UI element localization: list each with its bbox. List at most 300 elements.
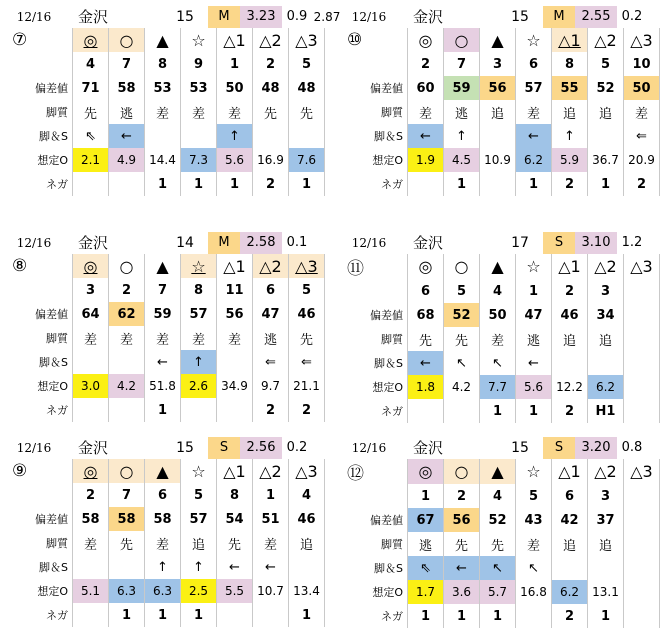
deviation-value-cell: 46 <box>289 302 325 326</box>
leg-speed-arrow-row <box>343 124 660 148</box>
deviation-value-row <box>343 508 660 532</box>
leg-speed-arrow-cell <box>624 556 660 580</box>
race-table <box>8 254 325 422</box>
row-label: 脚＆S <box>374 357 403 370</box>
negative-count-cell: 1 <box>289 172 325 196</box>
row-label: 脚質 <box>46 537 68 550</box>
deviation-value-cell: 59 <box>145 302 181 326</box>
horse-number-cell: 6 <box>516 52 552 76</box>
negative-count-cell: 1 <box>145 398 181 422</box>
negative-count-cell <box>217 603 253 627</box>
row-label: 脚質 <box>381 106 403 119</box>
deviation-value-cell: 37 <box>588 508 624 532</box>
running-style-cell: 差 <box>480 327 516 351</box>
running-style-cell: 追 <box>181 531 217 555</box>
row-label: ネガ <box>46 178 68 191</box>
expected-odds-cell: 20.9 <box>624 148 660 172</box>
leg-speed-arrow-cell <box>145 124 181 148</box>
row-label <box>8 483 73 507</box>
deviation-value-cell: 57 <box>181 507 217 531</box>
horse-number-cell: 5 <box>289 52 325 76</box>
running-style-cell: 逃 <box>109 100 145 124</box>
race-value: 15 <box>511 9 529 25</box>
deviation-value-row <box>8 507 325 531</box>
row-label: 脚＆S <box>39 561 68 574</box>
mark-cell: ○ <box>109 254 145 278</box>
running-style-cell: 先 <box>73 100 109 124</box>
negative-count-cell: 1 <box>145 172 181 196</box>
running-style-cell: 差 <box>516 532 552 556</box>
deviation-value-cell: 56 <box>217 302 253 326</box>
negative-count-cell <box>109 172 145 196</box>
expected-odds-cell <box>624 580 660 604</box>
diff-value: 0.8 <box>621 440 643 455</box>
leg-speed-arrow-cell: ↖ <box>516 556 552 580</box>
deviation-value-cell: 58 <box>109 507 145 531</box>
leg-speed-arrow-cell: ⇐ <box>289 350 325 374</box>
negative-count-cell: 1 <box>588 604 624 628</box>
deviation-value-cell: 43 <box>516 508 552 532</box>
row-label: ネガ <box>381 178 403 191</box>
negative-count-row <box>8 398 325 422</box>
deviation-value-cell <box>624 303 660 327</box>
pace-badge: S <box>208 437 240 459</box>
mark-cell: △3 <box>624 459 660 484</box>
leg-speed-arrow-cell: ⇐ <box>253 350 289 374</box>
row-label: 偏差値 <box>370 514 403 527</box>
leg-speed-arrow-cell <box>253 124 289 148</box>
expected-odds-cell: 21.1 <box>289 374 325 398</box>
mark-cell: ☆ <box>516 459 552 484</box>
running-style-cell: 逃 <box>253 326 289 350</box>
horse-number-cell: 6 <box>408 279 444 303</box>
running-style-cell: 差 <box>181 100 217 124</box>
expected-odds-row <box>343 375 660 399</box>
row-label: 想定O <box>372 586 403 599</box>
mark-cell: △2 <box>588 28 624 52</box>
horse-number-cell: 3 <box>588 279 624 303</box>
running-style-cell: 逃 <box>444 100 480 124</box>
mark-cell: △3 <box>289 254 325 278</box>
horse-number-cell: 5 <box>181 483 217 507</box>
score-badge: 2.56 <box>240 437 282 459</box>
row-label <box>343 52 408 76</box>
horse-number-cell: 4 <box>480 279 516 303</box>
deviation-value-cell: 64 <box>73 302 109 326</box>
expected-odds-cell: 10.9 <box>480 148 516 172</box>
row-label: 脚＆S <box>374 562 403 575</box>
deviation-value-row <box>8 76 325 100</box>
deviation-value-cell: 58 <box>109 76 145 100</box>
negative-count-cell: 1 <box>408 604 444 628</box>
running-style-cell: 追 <box>588 100 624 124</box>
leg-speed-arrow-cell: ↑ <box>145 555 181 579</box>
mark-cell: △1 <box>552 459 588 484</box>
pace-badge: M <box>208 6 240 28</box>
mark-cell: ○ <box>109 459 145 483</box>
negative-count-cell: 2 <box>552 604 588 628</box>
negative-count-cell: 2 <box>552 172 588 196</box>
horse-number-cell: 8 <box>217 483 253 507</box>
mark-cell: ☆ <box>181 459 217 483</box>
mark-cell: ☆ <box>516 254 552 279</box>
mark-cell: ○ <box>444 254 480 279</box>
leg-speed-arrow-cell <box>109 555 145 579</box>
row-label: 偏差値 <box>35 513 68 526</box>
running-style-cell: 先 <box>444 327 480 351</box>
expected-odds-cell: 1.8 <box>408 375 444 399</box>
expected-odds-cell: 12.2 <box>552 375 588 399</box>
running-style-cell: 差 <box>145 326 181 350</box>
mark-cell: ○ <box>444 28 480 52</box>
deviation-value-cell: 52 <box>480 508 516 532</box>
horse-number-cell: 9 <box>181 52 217 76</box>
leg-speed-arrow-cell: ⇐ <box>624 124 660 148</box>
leg-speed-arrow-cell: ↖ <box>480 556 516 580</box>
row-label: 脚質 <box>381 333 403 346</box>
row-label: 脚質 <box>381 538 403 551</box>
mark-cell: ◎ <box>408 254 444 279</box>
race-panel <box>8 6 341 202</box>
pace-badge: M <box>208 232 240 254</box>
pace-badge: S <box>543 232 575 254</box>
expected-odds-cell: 4.5 <box>444 148 480 172</box>
running-style-cell: 追 <box>480 100 516 124</box>
row-label: 脚＆S <box>39 356 68 369</box>
running-style-cell: 追 <box>552 532 588 556</box>
negative-count-cell <box>624 399 660 423</box>
mark-cell: ▲ <box>480 459 516 484</box>
venue-name: 金沢 <box>412 8 443 26</box>
horse-number-cell: 7 <box>109 52 145 76</box>
score-badge: 3.23 <box>240 6 282 28</box>
race-number: ⑫ <box>347 464 364 484</box>
expected-odds-cell: 3.6 <box>444 580 480 604</box>
leg-speed-arrow-cell <box>552 351 588 375</box>
deviation-value-cell: 71 <box>73 76 109 100</box>
row-label: 想定O <box>372 154 403 167</box>
row-label: ネガ <box>381 610 403 623</box>
leg-speed-arrow-cell <box>480 124 516 148</box>
race-date: 12/16 <box>351 10 387 24</box>
deviation-value-cell: 42 <box>552 508 588 532</box>
expected-odds-cell: 6.2 <box>588 375 624 399</box>
expected-odds-cell: 10.7 <box>253 579 289 603</box>
deviation-value-cell: 52 <box>588 76 624 100</box>
running-style-cell: 差 <box>181 326 217 350</box>
deviation-value-cell: 48 <box>253 76 289 100</box>
deviation-value-cell: 47 <box>253 302 289 326</box>
negative-count-cell: 2 <box>552 399 588 423</box>
leg-speed-arrow-cell: ↑ <box>217 124 253 148</box>
horse-number-cell: 11 <box>217 278 253 302</box>
running-style-row <box>343 532 660 556</box>
leg-speed-arrow-cell: ↖ <box>444 351 480 375</box>
horse-number-cell: 3 <box>480 52 516 76</box>
leg-speed-arrow-cell <box>588 351 624 375</box>
negative-count-cell: 1 <box>516 399 552 423</box>
expected-odds-row <box>8 148 325 172</box>
race-number: ⑪ <box>347 259 364 279</box>
negative-count-cell: 2 <box>253 172 289 196</box>
running-style-cell: 先 <box>480 532 516 556</box>
running-style-row <box>8 100 325 124</box>
row-label <box>8 52 73 76</box>
deviation-value-cell <box>624 508 660 532</box>
expected-odds-cell <box>624 375 660 399</box>
negative-count-row <box>343 604 660 628</box>
leg-speed-arrow-cell <box>588 124 624 148</box>
running-style-cell: 追 <box>588 327 624 351</box>
running-style-cell <box>624 327 660 351</box>
deviation-value-cell: 34 <box>588 303 624 327</box>
pace-badge: M <box>543 6 575 28</box>
venue-name: 金沢 <box>77 8 108 26</box>
running-style-cell: 差 <box>253 531 289 555</box>
mark-cell: ▲ <box>480 28 516 52</box>
negative-count-cell: 2 <box>624 172 660 196</box>
race-panel <box>343 232 663 428</box>
deviation-value-cell: 62 <box>109 302 145 326</box>
mark-cell: △1 <box>552 28 588 52</box>
race-value: 15 <box>176 440 194 456</box>
race-date: 12/16 <box>351 236 387 250</box>
leg-speed-arrow-cell <box>217 350 253 374</box>
horse-number-cell: 5 <box>444 279 480 303</box>
row-label: ネガ <box>46 609 68 622</box>
row-label <box>343 279 408 303</box>
running-style-cell: 先 <box>289 100 325 124</box>
negative-count-row <box>8 172 325 196</box>
deviation-value-cell: 59 <box>444 76 480 100</box>
horse-number-cell <box>624 484 660 508</box>
expected-odds-cell: 51.8 <box>145 374 181 398</box>
running-style-cell: 先 <box>289 326 325 350</box>
horse-number-cell: 7 <box>145 278 181 302</box>
horse-number-cell: 8 <box>552 52 588 76</box>
mark-cell: ◎ <box>408 28 444 52</box>
expected-odds-cell: 4.9 <box>109 148 145 172</box>
running-style-cell: 追 <box>588 532 624 556</box>
deviation-value-cell: 53 <box>145 76 181 100</box>
leg-speed-arrow-row <box>343 556 660 580</box>
leg-speed-arrow-row <box>8 124 325 148</box>
leg-speed-arrow-row <box>8 555 325 579</box>
deviation-value-cell: 67 <box>408 508 444 532</box>
row-label: 偏差値 <box>370 82 403 95</box>
diff-value: 0.2 <box>621 9 643 24</box>
negative-count-cell: 1 <box>588 172 624 196</box>
venue-name: 金沢 <box>77 439 108 457</box>
negative-count-cell: 1 <box>516 172 552 196</box>
mark-cell: ▲ <box>145 28 181 52</box>
horse-number-cell: 6 <box>145 483 181 507</box>
mark-cell: △2 <box>253 459 289 483</box>
running-style-cell: 差 <box>73 326 109 350</box>
leg-speed-arrow-cell: ← <box>444 556 480 580</box>
running-style-cell: 差 <box>109 326 145 350</box>
leg-speed-arrow-cell: ↑ <box>181 555 217 579</box>
horse-number-cell: 2 <box>253 52 289 76</box>
running-style-row <box>343 100 660 124</box>
deviation-value-cell: 51 <box>253 507 289 531</box>
mark-cell: △3 <box>289 28 325 52</box>
mark-cell: △1 <box>552 254 588 279</box>
running-style-cell: 差 <box>145 100 181 124</box>
deviation-value-cell: 46 <box>289 507 325 531</box>
expected-odds-cell: 16.8 <box>516 580 552 604</box>
deviation-value-cell: 47 <box>516 303 552 327</box>
running-style-cell: 差 <box>73 531 109 555</box>
deviation-value-cell: 57 <box>181 302 217 326</box>
negative-count-cell <box>444 399 480 423</box>
running-style-cell: 追 <box>289 531 325 555</box>
running-style-cell: 追 <box>552 327 588 351</box>
expected-odds-row <box>343 148 660 172</box>
leg-speed-arrow-cell: ↑ <box>552 124 588 148</box>
negative-count-cell: 1 <box>109 603 145 627</box>
horse-number-cell: 7 <box>109 483 145 507</box>
race-number: ⑩ <box>347 30 363 50</box>
race-value: 15 <box>511 440 529 456</box>
leg-speed-arrow-row <box>343 351 660 375</box>
race-value: 15 <box>176 9 194 25</box>
race-table <box>343 28 660 196</box>
horse-number-cell: 4 <box>289 483 325 507</box>
horse-number-row <box>343 52 660 76</box>
horse-number-cell: 5 <box>516 484 552 508</box>
pace-badge: S <box>543 437 575 459</box>
expected-odds-cell: 5.6 <box>516 375 552 399</box>
mark-row <box>8 254 325 278</box>
mark-cell: ○ <box>109 28 145 52</box>
negative-count-cell: 1 <box>480 604 516 628</box>
venue-name: 金沢 <box>412 234 443 252</box>
negative-count-cell <box>253 603 289 627</box>
horse-number-cell: 8 <box>145 52 181 76</box>
negative-count-cell: 1 <box>480 399 516 423</box>
mark-row <box>343 254 660 279</box>
expected-odds-cell: 6.3 <box>145 579 181 603</box>
mark-cell: △1 <box>217 254 253 278</box>
horse-number-cell: 7 <box>444 52 480 76</box>
horse-number-row <box>8 483 325 507</box>
deviation-value-cell: 56 <box>444 508 480 532</box>
expected-odds-cell: 7.6 <box>289 148 325 172</box>
row-label: 想定O <box>37 585 68 598</box>
running-style-cell: 逃 <box>408 532 444 556</box>
race-date: 12/16 <box>16 441 52 455</box>
horse-number-cell: 2 <box>408 52 444 76</box>
diff-value: 0.9 <box>286 9 308 24</box>
row-label: 想定O <box>37 380 68 393</box>
negative-count-cell <box>73 398 109 422</box>
leg-speed-arrow-cell: ← <box>516 124 552 148</box>
leg-speed-arrow-cell: ↖ <box>480 351 516 375</box>
race-panel <box>8 232 328 428</box>
horse-number-cell: 5 <box>289 278 325 302</box>
expected-odds-cell: 34.9 <box>217 374 253 398</box>
horse-number-row <box>343 279 660 303</box>
deviation-value-cell: 58 <box>145 507 181 531</box>
mark-cell: △1 <box>217 28 253 52</box>
leg-speed-arrow-row <box>8 350 325 374</box>
score-badge: 3.20 <box>575 437 617 459</box>
running-style-row <box>8 326 325 350</box>
mark-row <box>8 28 325 52</box>
deviation-value-cell: 68 <box>408 303 444 327</box>
leg-speed-arrow-cell: ← <box>516 351 552 375</box>
mark-cell: △2 <box>253 254 289 278</box>
venue-name: 金沢 <box>412 439 443 457</box>
deviation-value-cell: 53 <box>181 76 217 100</box>
deviation-value-cell: 58 <box>73 507 109 531</box>
expected-odds-cell: 5.7 <box>480 580 516 604</box>
negative-count-cell <box>408 399 444 423</box>
horse-number-cell: 2 <box>552 279 588 303</box>
expected-odds-cell: 5.9 <box>552 148 588 172</box>
running-style-cell: 差 <box>516 100 552 124</box>
race-value: 14 <box>176 235 194 251</box>
deviation-value-row <box>8 302 325 326</box>
horse-number-row <box>8 278 325 302</box>
row-label <box>8 278 73 302</box>
race-table <box>8 28 325 196</box>
horse-number-cell: 3 <box>588 484 624 508</box>
expected-odds-cell: 9.7 <box>253 374 289 398</box>
leg-speed-arrow-cell <box>181 124 217 148</box>
negative-count-cell <box>516 604 552 628</box>
row-label: 偏差値 <box>370 309 403 322</box>
horse-number-cell: 2 <box>444 484 480 508</box>
horse-number-cell <box>624 279 660 303</box>
leg-speed-arrow-cell <box>624 351 660 375</box>
race-number: ⑦ <box>12 30 28 50</box>
negative-count-cell: 1 <box>217 172 253 196</box>
negative-count-cell: 1 <box>444 172 480 196</box>
running-style-cell: 先 <box>408 327 444 351</box>
running-style-cell: 差 <box>145 531 181 555</box>
negative-count-row <box>343 172 660 196</box>
mark-cell: ◎ <box>73 459 109 483</box>
mark-cell: △2 <box>253 28 289 52</box>
running-style-cell: 差 <box>217 326 253 350</box>
mark-cell: △2 <box>588 459 624 484</box>
expected-odds-row <box>8 579 325 603</box>
score-badge: 2.58 <box>240 232 282 254</box>
expected-odds-cell: 16.9 <box>253 148 289 172</box>
negative-count-cell: H1 <box>588 399 624 423</box>
row-label: ネガ <box>46 404 68 417</box>
deviation-value-cell: 50 <box>624 76 660 100</box>
deviation-value-cell: 48 <box>289 76 325 100</box>
negative-count-cell: 2 <box>253 398 289 422</box>
negative-count-cell <box>624 604 660 628</box>
negative-count-cell <box>109 398 145 422</box>
horse-number-row <box>8 52 325 76</box>
running-style-cell: 先 <box>217 531 253 555</box>
mark-cell: ○ <box>444 459 480 484</box>
deviation-value-cell: 57 <box>516 76 552 100</box>
expected-odds-cell: 1.9 <box>408 148 444 172</box>
negative-count-cell: 1 <box>444 604 480 628</box>
diff-value: 0.1 <box>286 235 308 250</box>
row-label <box>343 484 408 508</box>
expected-odds-cell: 5.5 <box>217 579 253 603</box>
leg-speed-arrow-cell <box>73 350 109 374</box>
negative-count-cell <box>181 398 217 422</box>
expected-odds-row <box>8 374 325 398</box>
